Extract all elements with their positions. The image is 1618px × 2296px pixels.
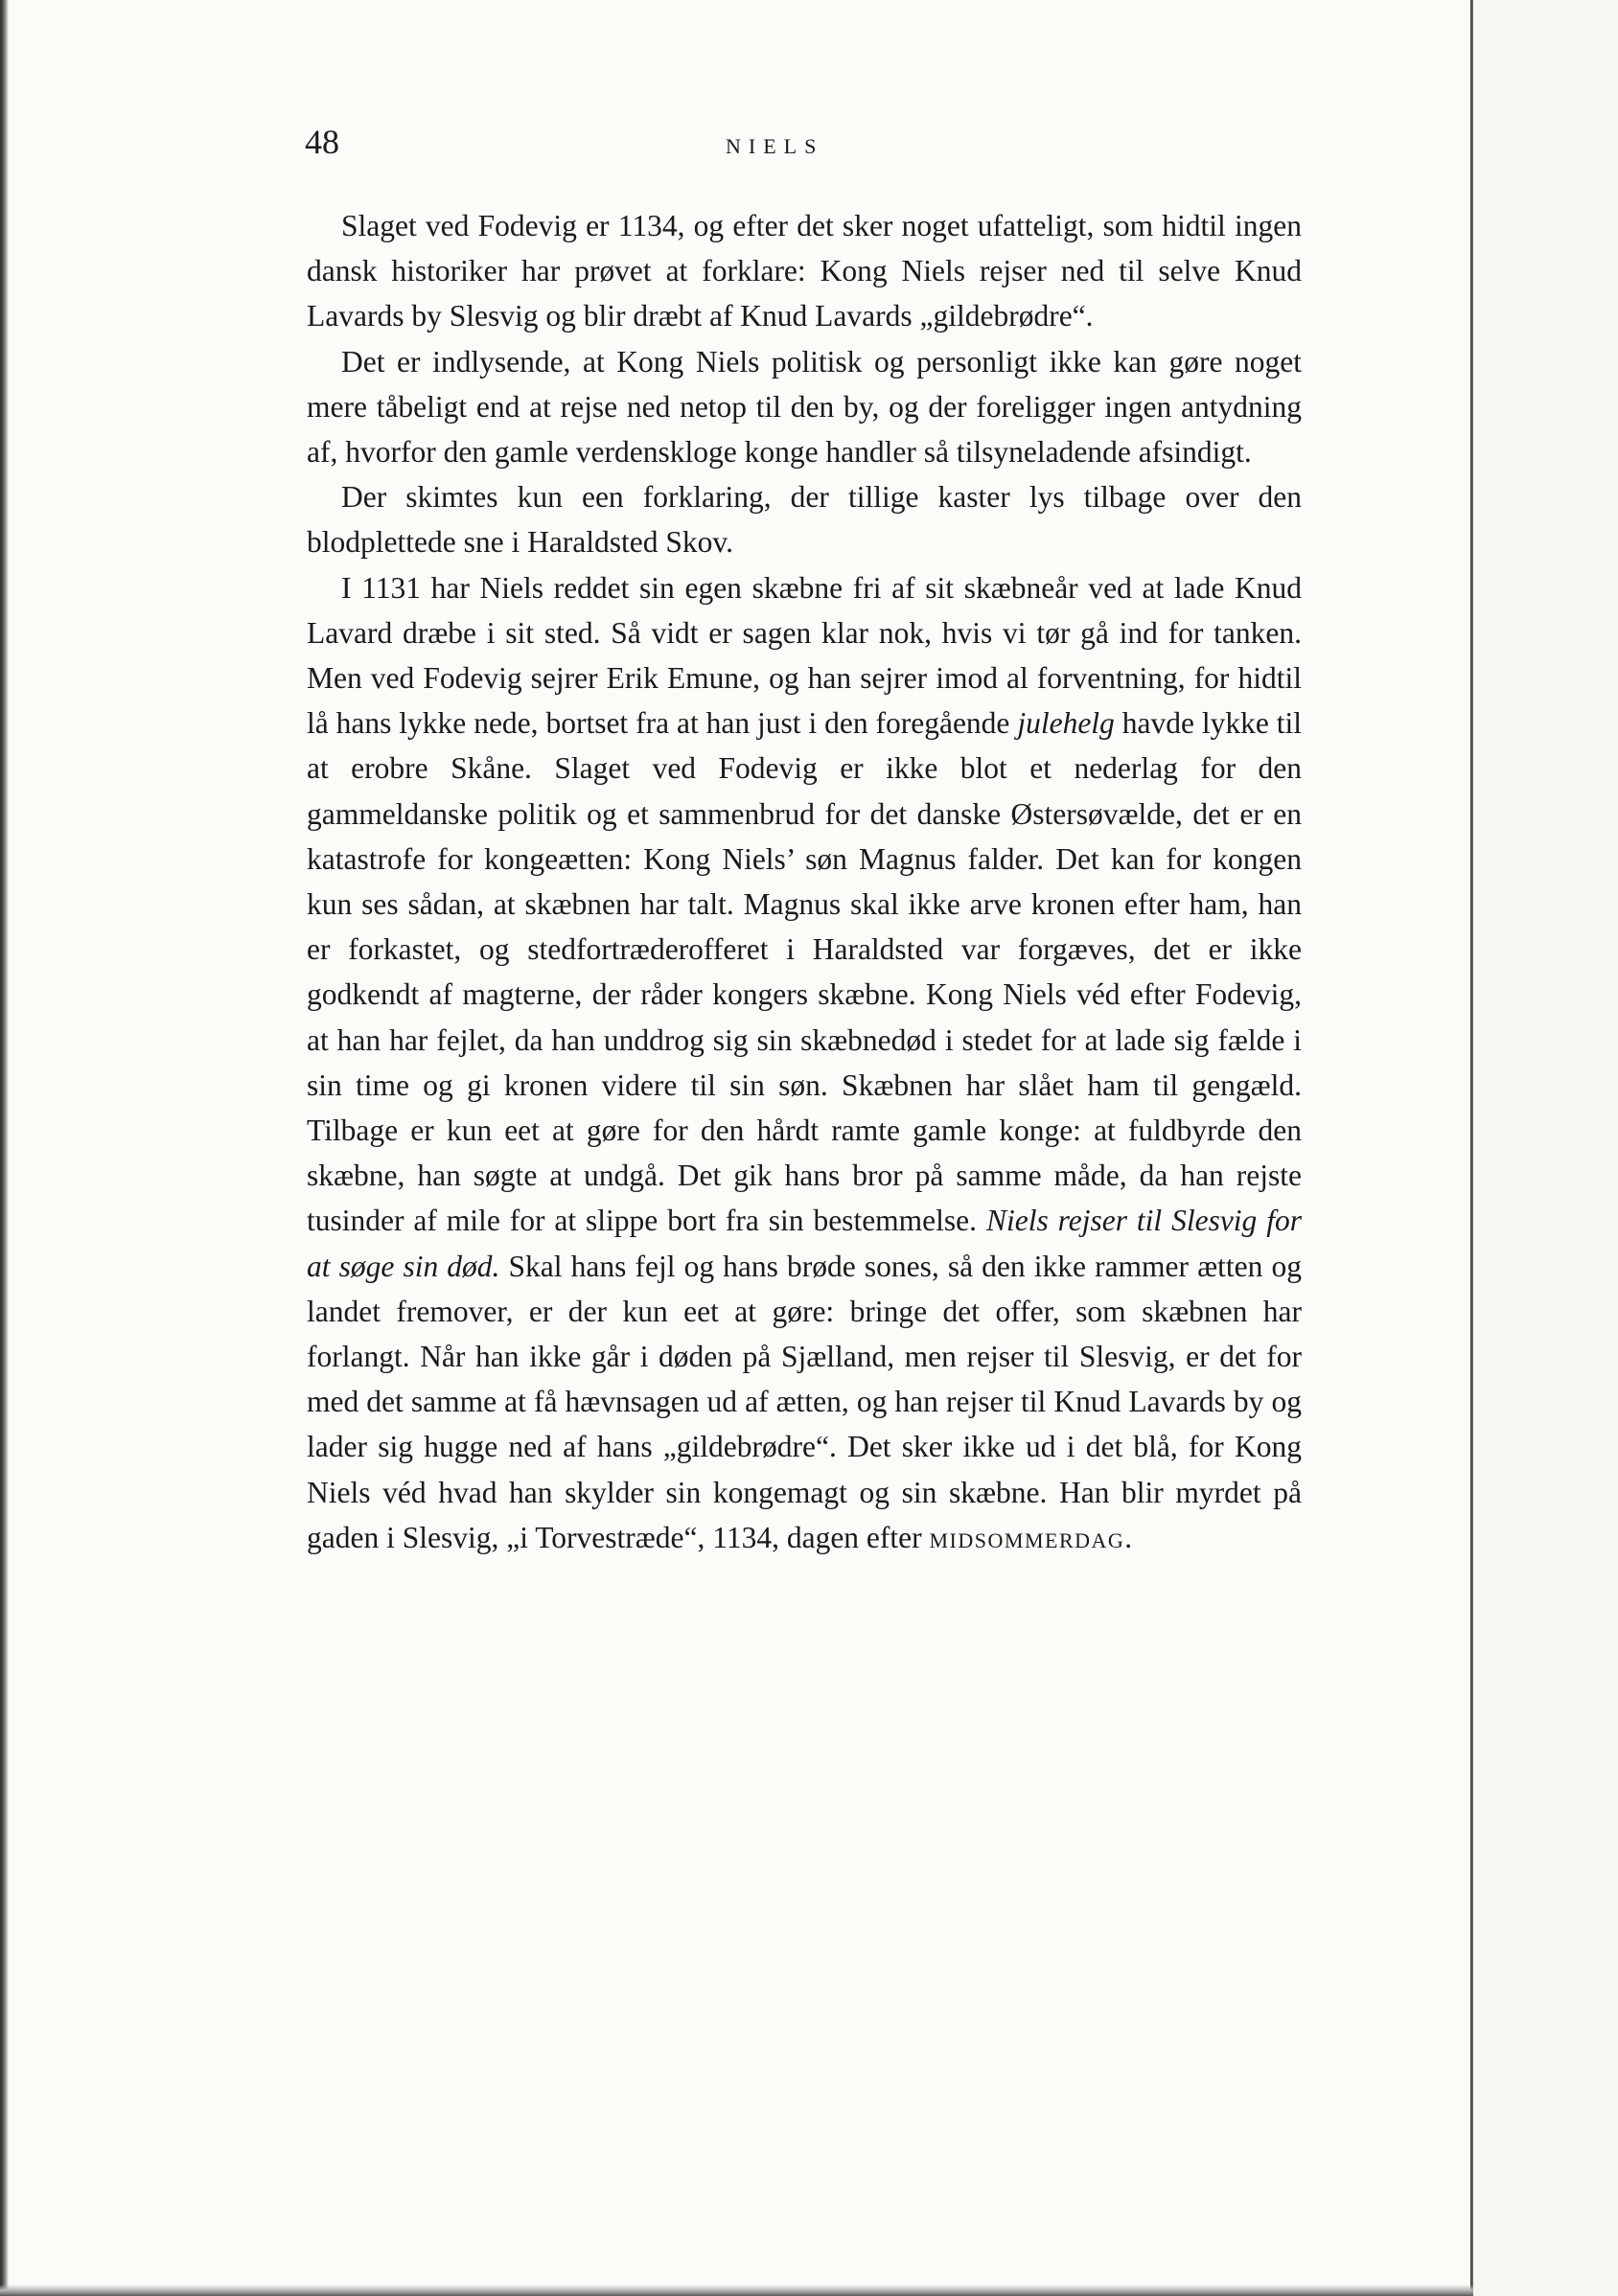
paragraph <box>307 203 1302 339</box>
text-run: . <box>1124 1520 1133 1554</box>
paragraph <box>307 339 1302 475</box>
italic-text-run: julehelg <box>1017 706 1115 741</box>
scan-right-margin <box>1473 0 1618 2296</box>
smallcaps-text-run: MIDSOMMERDAG <box>929 1527 1125 1552</box>
page-number: 48 <box>305 123 339 161</box>
paragraph <box>307 565 1302 1563</box>
scan-bottom-edge <box>0 2285 1473 2296</box>
text-run: Skal hans fejl og hans brøde sones, så den ikke rammer ætten og landet fremover, er der kun eet at gøre: bringe det offer, som skæbnen har forlangt. Når han ikke går i døden på Sjælland, men rejser til Slesvig, er det for med det samme at få hævnsagen ud af ætten, og han rejser til Knud Lavards by og lader sig hugge ned af hans „gildebrødre“. Det sker ikke ud i det blå, for Kong Niels véd hvad han skylder sin kongemagt og sin skæbne. Han blir myrdet på gaden i Slesvig, „i Torvestræde“, 1134, dagen efter <box>307 1249 1302 1554</box>
running-title: NIELS <box>726 134 824 158</box>
paragraph <box>307 474 1302 564</box>
text-run: havde lykke til at erobre Skåne. Slaget ved Fodevig er ikke blot et nederlag for den gammeldanske politik og et sammenbrud for det danske Østersøvælde, det er en katastrofe for kongeætten: Kong Niels’ søn Magnus falder. Det kan for kongen kun ses sådan, at skæbnen har talt. Magnus skal ikke arve kronen efter ham, han er forkastet, og stedfortræderofferet i Haraldsted var forgæves, det er ikke godkendt af magterne, der råder kongers skæbne. Kong Niels véd efter Fodevig, at han har fejlet, da han unddrog sig sin skæbnedød i stedet for at lade sig fælde i sin time og gi kronen videre til sin søn. Skæbnen har slået ham til gengæld. Tilbage er kun eet at gøre for den hårdt ramte gamle konge: at fuldbyrde den skæbne, han søgte at undgå. Det gik hans bror på samme måde, da han rejste tusinder af mile for at slippe bort fra sin bestemmelse. <box>307 706 1302 1238</box>
scan-left-edge <box>0 0 9 2296</box>
text-run: Det er indlysende, at Kong Niels politisk og personligt ikke kan gøre noget mere tåbeligt end at rejse ned netop til den by, og der foreligger ingen antydning af, hvorfor den gamle verdenskloge konge handler så tilsyneladende afsindigt. <box>307 344 1302 470</box>
text-run: I 1131 har Niels reddet sin egen skæbne fri af sit skæbneår ved at lade Knud Lavard dræbe i sit sted. Så vidt er sagen klar nok, hvis vi tør gå ind for tanken. Men ved Fodevig sejrer Erik Emune, og han sejrer imod al forventning, for hidtil lå hans lykke nede, bortset fra at han just i den foregående <box>307 570 1302 741</box>
text-run: Der skimtes kun een forklaring, der tillige kaster lys tilbage over den blodplettede sne i Haraldsted Skov. <box>307 480 1302 560</box>
italic-text-run: Niels rejser til Slesvig for at søge sin død. <box>307 1204 1302 1283</box>
body-text <box>307 203 1302 1563</box>
text-run: Slaget ved Fodevig er 1134, og efter det sker noget ufatteligt, som hidtil ingen dansk historiker har prøvet at forklare: Kong Niels rejser ned til selve Knud Lavards by Slesvig og blir dræbt af Knud Lavards „gildebrødre“. <box>307 209 1302 333</box>
